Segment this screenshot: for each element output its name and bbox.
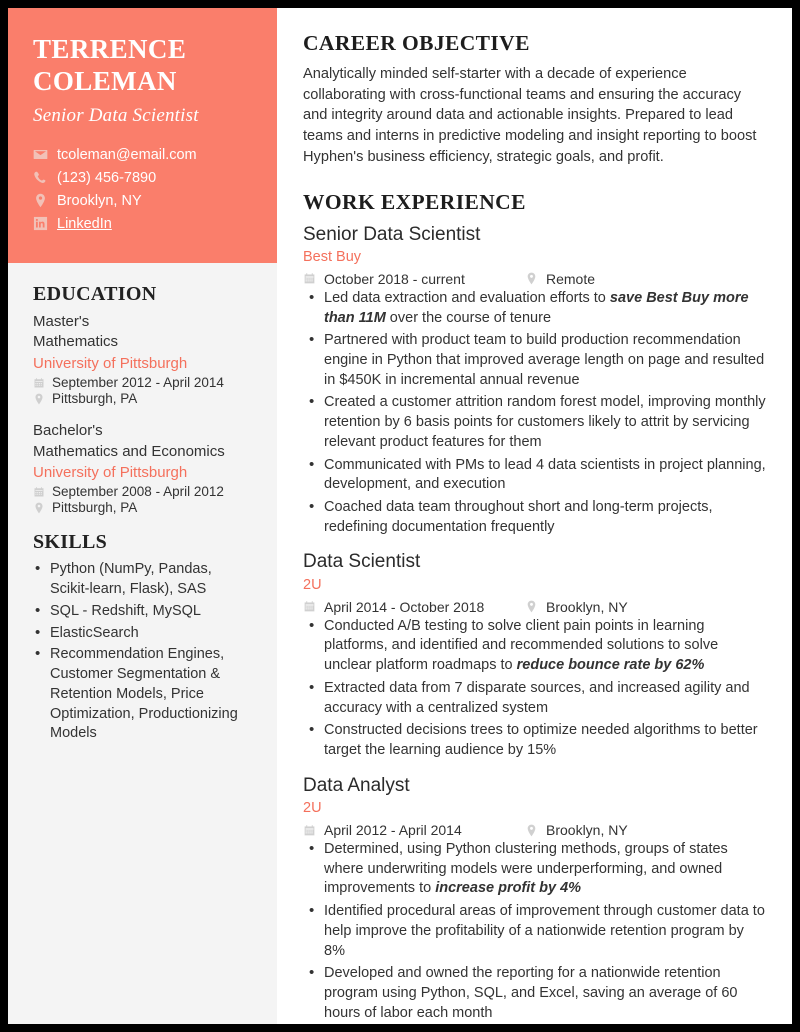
location-pin-icon <box>33 502 45 514</box>
contact-phone <box>33 170 252 186</box>
education-dates: September 2008 - April 2012 <box>52 484 224 500</box>
job-company: Best Buy <box>303 249 362 266</box>
list-item <box>303 617 766 676</box>
bullet-emphasis: reduce bounce rate by 62% <box>516 657 705 674</box>
career-objective-text: Analytically minded self-starter with a decade of experience collaborating with cross-functional teams and ensuring the accuracy and integrity around data and actionable insights. Prepared to lead teams and interns in predictive modeling and insight reporting to boost Hyphen's business efficiency, strategic goals, and profit. <box>303 66 757 165</box>
education-dates: September 2012 - April 2014 <box>52 375 224 391</box>
job-location: Brooklyn, NY <box>546 598 628 615</box>
calendar-icon <box>303 272 316 285</box>
calendar-icon <box>33 486 45 498</box>
job-location-cell <box>525 822 628 838</box>
bullet-pre: Led data extraction and evaluation efforts to <box>324 289 610 306</box>
list-item <box>303 902 766 961</box>
list-item: • Recommendation Engines, Customer Segmentation & Retention Models, Price Optimization, Productionizing Models <box>33 645 255 744</box>
education-school: University of Pittsburgh <box>33 464 188 482</box>
education-field: Mathematics and Economics <box>33 442 225 460</box>
job-company: 2U <box>303 577 322 594</box>
contact-linkedin-text[interactable]: LinkedIn <box>57 215 112 232</box>
job-role: Senior Data Scientist <box>303 223 481 245</box>
envelope-icon <box>33 147 48 162</box>
bullet-pre: Developed and owned the reporting for a nationwide retention program using Python, SQL, and Excel, saving an average of 60 hours of labor each month <box>324 965 738 1021</box>
job-dates-cell <box>303 599 525 615</box>
calendar-icon <box>303 600 316 613</box>
list-item <box>303 393 766 452</box>
job-entry <box>303 223 766 538</box>
location-pin-icon <box>525 272 538 285</box>
location-pin-icon <box>33 393 45 405</box>
job-location: Brooklyn, NY <box>546 822 628 838</box>
bullet-pre: Extracted data from 7 disparate sources, and increased agility and accuracy with a centralized system <box>324 679 750 716</box>
education-location-row <box>33 391 255 406</box>
job-bullets <box>303 289 766 538</box>
education-entry <box>33 421 255 515</box>
candidate-first-name: TERRENCE <box>33 34 187 64</box>
job-entry <box>303 550 766 760</box>
candidate-last-name: COLEMAN <box>33 65 177 96</box>
contact-location <box>33 193 252 209</box>
calendar-icon <box>33 377 45 389</box>
education-field: Mathematics <box>33 333 119 351</box>
education-heading: EDUCATION <box>33 282 157 305</box>
bullet-pre: Conducted A/B testing to solve client pain points in learning platforms, and identified and recommended solutions to solve unclear platform roadmaps to <box>324 617 719 674</box>
list-item: • SQL - Redshift, MySQL <box>33 602 255 622</box>
sidebar-body <box>8 263 277 746</box>
contact-email-text: tcoleman@email.com <box>57 146 197 163</box>
job-bullets <box>303 617 766 761</box>
skills-section <box>33 531 255 743</box>
bullet-emphasis: save Best Buy more than 11M <box>324 289 749 326</box>
bullet-pre: Coached data team throughout short and long-term projects, redefining documentation frequently <box>324 499 713 535</box>
career-objective-section <box>303 31 766 168</box>
education-dates-row <box>33 484 255 499</box>
bullet-emphasis: increase profit by 4% <box>435 880 582 897</box>
list-item: • ElasticSearch <box>33 624 255 644</box>
education-section <box>33 283 255 516</box>
skills-list <box>33 560 255 743</box>
job-dates: April 2012 - April 2014 <box>324 822 462 838</box>
job-entry <box>303 774 766 1024</box>
education-entry <box>33 312 255 406</box>
list-item <box>303 840 766 899</box>
bullet-pre: Determined, using Python clustering methods, groups of states where underwriting models were underperforming, and owned improvements to <box>324 841 728 897</box>
skills-heading: SKILLS <box>33 531 108 554</box>
job-role: Data Scientist <box>303 551 421 573</box>
main-content <box>277 8 792 1024</box>
job-role: Data Analyst <box>303 774 410 796</box>
calendar-icon <box>303 824 316 837</box>
education-location: Pittsburgh, PA <box>52 500 138 516</box>
list-item <box>303 289 766 328</box>
education-dates-row <box>33 375 255 390</box>
education-location-row <box>33 500 255 515</box>
job-company: 2U <box>303 800 322 817</box>
job-location-cell <box>525 599 628 615</box>
list-item <box>303 679 766 718</box>
location-pin-icon <box>525 600 538 613</box>
work-experience-section <box>303 190 766 1024</box>
job-dates-cell <box>303 271 525 287</box>
bullet-pre: Identified procedural areas of improvement through customer data to help improve the profitability of a nationwide retention program by 8% <box>324 903 765 959</box>
list-item <box>303 456 766 495</box>
education-degree: Bachelor's <box>33 422 103 440</box>
list-item <box>303 721 766 760</box>
sidebar-header <box>8 8 277 263</box>
bullet-pre: Created a customer attrition random forest model, improving monthly retention by 6 basis points for customers likely to attrit by servicing relevant product features for them <box>324 394 766 450</box>
education-degree: Master's <box>33 312 90 330</box>
job-dates: October 2018 - current <box>324 270 465 287</box>
contact-phone-text: (123) 456-7890 <box>57 169 157 186</box>
job-meta <box>303 599 766 615</box>
resume-document <box>8 8 792 1024</box>
job-location-cell <box>525 271 595 287</box>
career-objective-heading: CAREER OBJECTIVE <box>303 31 530 55</box>
phone-icon <box>33 170 48 185</box>
job-meta <box>303 271 766 287</box>
list-item <box>303 331 766 390</box>
linkedin-icon <box>33 216 48 231</box>
contact-list <box>33 147 252 232</box>
sidebar <box>8 8 277 1024</box>
list-item <box>303 498 766 537</box>
bullet-post: over the course of tenure <box>385 309 552 326</box>
candidate-title: Senior Data Scientist <box>33 104 199 126</box>
work-experience-heading: WORK EXPERIENCE <box>303 189 526 214</box>
bullet-pre: Partnered with product team to build production recommendation engine in Python that improved average length on page and resulted in $450K in incremental annual revenue <box>324 332 765 388</box>
location-pin-icon <box>525 824 538 837</box>
list-item <box>303 964 766 1023</box>
location-pin-icon <box>33 193 48 208</box>
job-dates: April 2014 - October 2018 <box>324 598 485 615</box>
education-school: University of Pittsburgh <box>33 355 188 373</box>
candidate-name <box>33 34 252 98</box>
job-location: Remote <box>546 270 596 287</box>
contact-linkedin[interactable] <box>33 216 252 232</box>
job-meta <box>303 822 766 838</box>
job-dates-cell <box>303 822 525 838</box>
bullet-pre: Communicated with PMs to lead 4 data scientists in project planning, development, and execution <box>324 456 766 493</box>
bullet-pre: Constructed decisions trees to optimize needed algorithms to better target the learning audience by 15% <box>324 722 758 759</box>
job-bullets <box>303 840 766 1023</box>
list-item: • Python (NumPy, Pandas, Scikit-learn, Flask), SAS <box>33 560 255 599</box>
contact-email <box>33 147 252 163</box>
education-location: Pittsburgh, PA <box>52 391 138 407</box>
contact-location-text: Brooklyn, NY <box>57 192 142 209</box>
